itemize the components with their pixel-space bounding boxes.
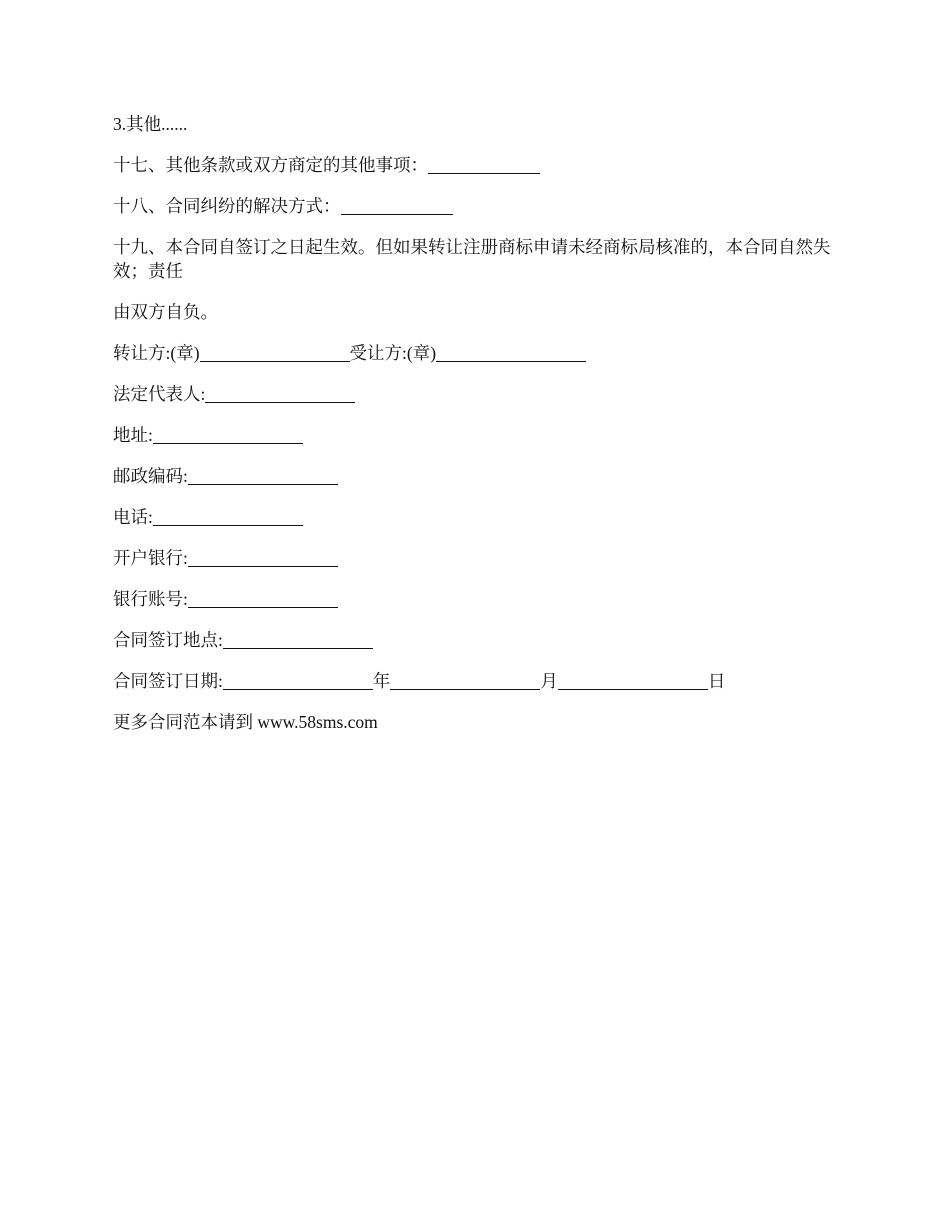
postcode-blank xyxy=(188,466,338,485)
transferee-blank xyxy=(436,343,586,362)
clause-17-text: 十七、其他条款或双方商定的其他事项： xyxy=(113,155,428,175)
phone-line xyxy=(113,505,843,529)
sign-place-blank xyxy=(223,630,373,649)
clause-19-cont-text: 由双方自负。 xyxy=(113,302,218,322)
transferee-label: 受让方:(章) xyxy=(349,343,437,363)
clause-18 xyxy=(113,194,843,218)
bank-label: 开户银行: xyxy=(113,548,188,568)
account-line xyxy=(113,587,843,611)
account-blank xyxy=(188,589,338,608)
sign-date-label: 合同签订日期: xyxy=(113,671,223,691)
clause-18-blank xyxy=(341,196,453,215)
clause-17 xyxy=(113,153,843,177)
more-templates-text: 更多合同范本请到 www.58sms.com xyxy=(113,712,378,732)
clause-18-text: 十八、合同纠纷的解决方式： xyxy=(113,196,341,216)
day-blank xyxy=(558,671,708,690)
legal-rep-blank xyxy=(205,384,355,403)
clause-19-continuation xyxy=(113,300,843,324)
transferor-label: 转让方:(章) xyxy=(113,343,200,363)
address-blank xyxy=(153,425,303,444)
contract-body xyxy=(113,112,843,751)
legal-rep-label: 法定代表人: xyxy=(113,384,206,404)
address-line xyxy=(113,423,843,447)
year-blank xyxy=(223,671,373,690)
bank-line xyxy=(113,546,843,570)
postcode-label: 邮政编码: xyxy=(113,466,188,486)
clause-19-text: 十九、本合同自签订之日起生效。但如果转让注册商标申请未经商标局核准的，本合同自然失效；责任 xyxy=(113,237,831,281)
month-blank xyxy=(390,671,540,690)
parties-line xyxy=(113,341,843,365)
more-templates-line xyxy=(113,710,843,734)
phone-label: 电话: xyxy=(113,507,153,527)
other-item-line xyxy=(113,112,843,136)
sign-date-line xyxy=(113,669,843,693)
month-label: 月 xyxy=(540,671,558,691)
clause-19 xyxy=(113,235,843,283)
address-label: 地址: xyxy=(113,425,153,445)
phone-blank xyxy=(153,507,303,526)
account-label: 银行账号: xyxy=(113,589,188,609)
postcode-line xyxy=(113,464,843,488)
transferor-blank xyxy=(200,343,350,362)
clause-17-blank xyxy=(428,155,540,174)
day-label: 日 xyxy=(707,671,726,691)
year-label: 年 xyxy=(372,671,391,691)
other-item-text: 3.其他...... xyxy=(113,114,188,134)
sign-place-line xyxy=(113,628,843,652)
bank-blank xyxy=(188,548,338,567)
legal-rep-line xyxy=(113,382,843,406)
sign-place-label: 合同签订地点: xyxy=(113,630,223,650)
